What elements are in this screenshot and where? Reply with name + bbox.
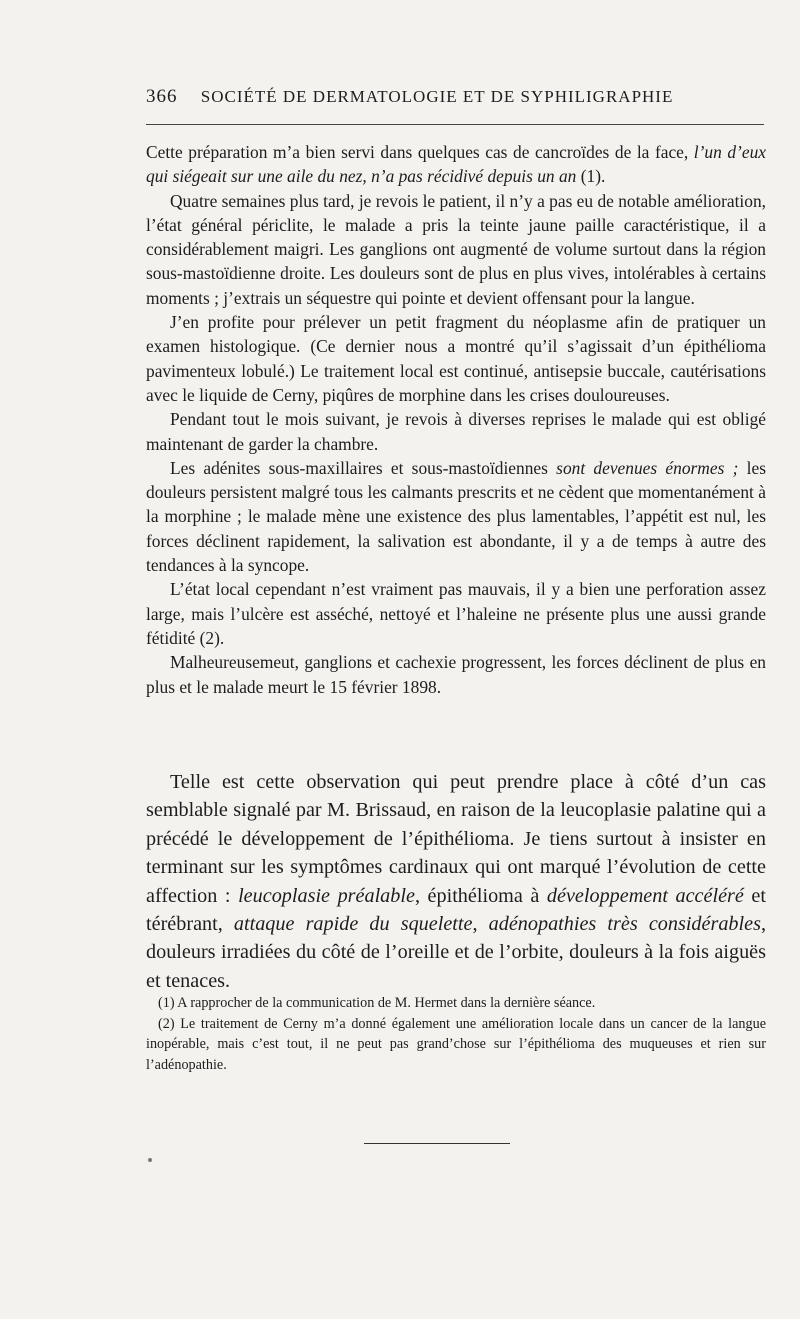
conclusion-italic-3: attaque rapide du squelette xyxy=(233,913,473,936)
page-number: 366 xyxy=(146,86,178,107)
end-rule xyxy=(364,1143,510,1144)
footnote-2: (2) Le traitement de Cerny m’a donné également une amélioration locale dans un cancer de la langue inopérable, mais c’est tout, il ne peut pas grand’chose sur l’épithélioma des muqueuses et rien sur l’adénopathie. xyxy=(146,1015,766,1073)
conclusion-text-4: , xyxy=(472,913,489,936)
paragraph-5-text: Les adénites sous-maxillaires et sous-mastoïdiennes xyxy=(170,457,557,478)
footnote-1: (1) A rapprocher de la communication de M. Hermet dans la dernière séance. xyxy=(158,995,596,1011)
paragraph-1-italic: l’un d’eux qui siégeait sur une aile du nez, n’a pas récidivé depuis un an xyxy=(146,142,766,187)
footnote-ref-1: (1). xyxy=(576,166,606,187)
paragraph-7: Malheureusemeut, ganglions et cachexie progressent, les forces déclinent de plus en plus et le malade meurt le 15 février 1898. xyxy=(146,652,766,697)
conclusion-italic-4: adénopathies très considérables xyxy=(488,913,761,936)
conclusion-italic-2: développement accéléré xyxy=(546,884,744,907)
conclusion-text-2: , épithélioma à xyxy=(414,884,547,907)
body-text xyxy=(146,140,766,699)
paragraph-6: L’état local cependant n’est vraiment pas mauvais, il y a bien une perforation assez large, mais l’ulcère est asséché, nettoyé et l’haleine ne présente plus une aussi grande fétidité (2). xyxy=(146,579,766,648)
conclusion-text: Telle est cette observation qui peut prendre place à côté d’un cas semblable signalé par M. Brissaud, en raison de la leucoplasie palatine qui a précédé le développement de l’épithélioma. Je tiens surtout à insister en terminant sur les symptômes cardinaux qui ont marqué l’évolution de cette affection : xyxy=(146,771,766,907)
paragraph-1-text: Cette préparation m’a bien servi dans quelques cas de cancroïdes de la face, xyxy=(146,142,694,162)
running-title: SOCIÉTÉ DE DERMATOLOGIE ET DE SYPHILIGRAPHIE xyxy=(200,87,674,106)
paragraph-5 xyxy=(146,456,766,577)
conclusion-paragraph xyxy=(146,768,766,995)
paragraph-2: Quatre semaines plus tard, je revois le patient, il n’y a pas eu de notable amélioration, l’état général périclite, le malade a pris la teinte jaune paille caractéristique, il a considérablement maigri. Les ganglions ont augmenté de volume surtout dans la région sous-mastoïdienne droite. Les douleurs sont de plus en plus vives, intolérables à certains moments ; j’extrais un séquestre qui pointe et devient offensant pour la langue. xyxy=(146,190,766,308)
header-rule xyxy=(146,124,764,125)
conclusion-text-3: et térébrant, xyxy=(146,884,766,936)
running-header xyxy=(146,86,766,108)
conclusion-text-5: , douleurs irradiées du côté de l’oreille et de l’orbite, douleurs à la fois aiguës et tenaces. xyxy=(146,913,766,992)
footnotes xyxy=(146,993,766,1075)
conclusion-section xyxy=(146,768,766,995)
conclusion-italic-1: leucoplasie préalable xyxy=(238,884,415,907)
paragraph-5-italic: sont devenues énormes ; xyxy=(556,457,739,478)
print-speck xyxy=(148,1158,152,1162)
paragraph-1 xyxy=(146,140,766,189)
paragraph-4: Pendant tout le mois suivant, je revois à diverses reprises le malade qui est obligé maintenant de garder la chambre. xyxy=(146,409,766,454)
paragraph-5-text-cont: les douleurs persistent malgré tous les calmants prescrits et ne cèdent que momentanément à la morphine ; le malade mène une existence des plus lamentables, l’appétit est nul, les forces déclinent rapidement, la salivation est abondante, il y a de temps à autre des tendances à la syncope. xyxy=(146,457,766,576)
paragraph-3: J’en profite pour prélever un petit fragment du néoplasme afin de pratiquer un examen histologique. (Ce dernier nous a montré qu’il s’agissait d’un épithélioma pavimenteux lobulé.) Le traitement local est continué, antisepsie buccale, cautérisations avec le liquide de Cerny, piqûres de morphine dans les crises douloureuses. xyxy=(146,312,766,405)
